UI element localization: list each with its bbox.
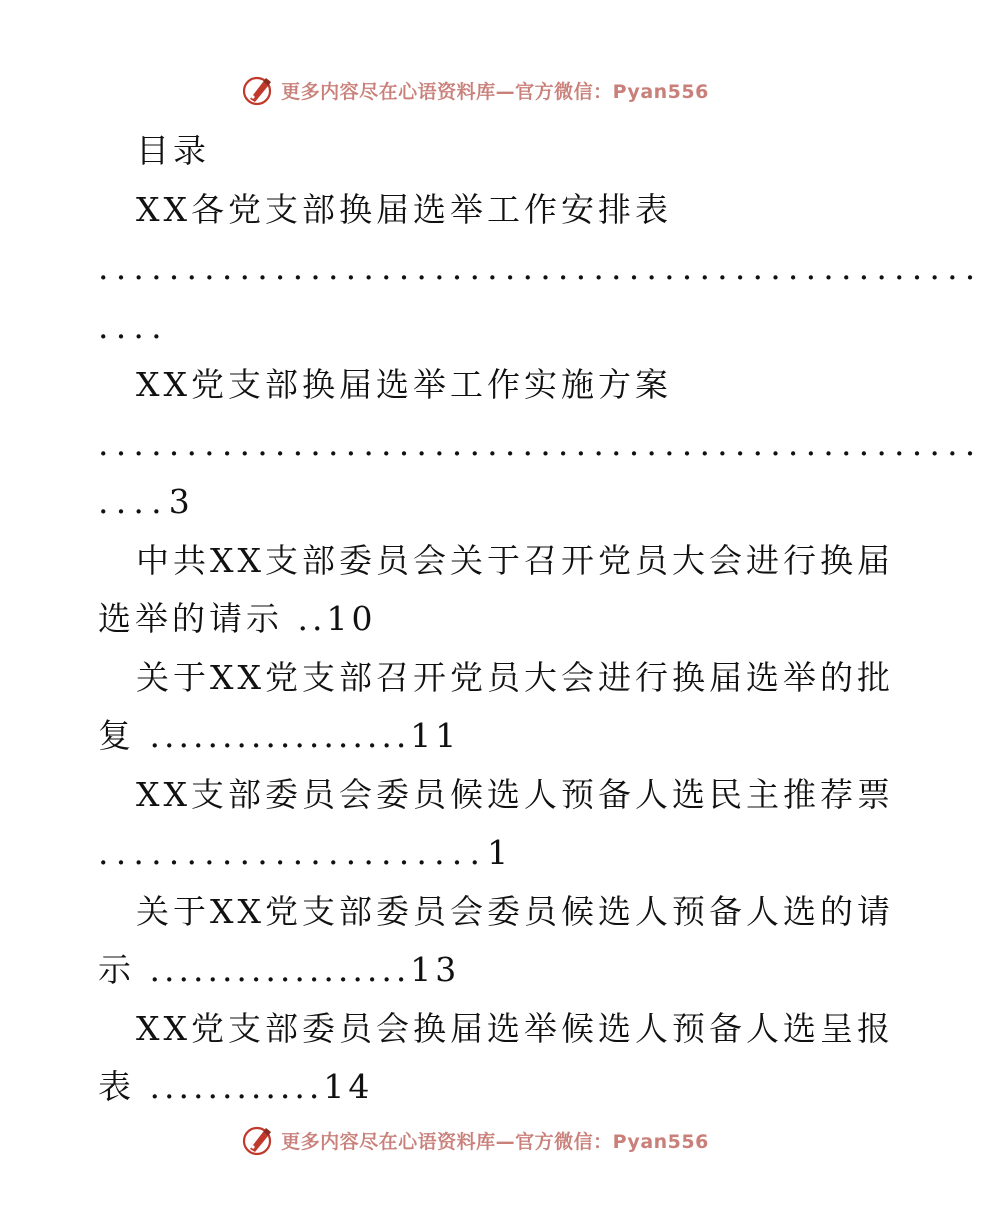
- toc-line: XX党支部换届选举工作实施方案: [136, 365, 672, 404]
- toc-line: 复 ..................11: [98, 716, 461, 755]
- toc-line: ....: [98, 306, 169, 346]
- toc-line: 关于XX党支部召开党员大会进行换届选举的批: [136, 657, 894, 697]
- pen-logo-icon: [241, 1123, 275, 1157]
- toc-line: 选举的请示 ..10: [98, 599, 377, 638]
- toc-heading: 目录: [136, 131, 210, 170]
- toc-line: 中共XX支部委员会关于召开党员大会进行换届: [136, 540, 894, 580]
- toc-line: XX党支部委员会换届选举候选人预备人选呈报: [136, 1008, 894, 1048]
- toc-line: ..................................................: [98, 248, 983, 287]
- toc-line: ....3: [98, 482, 197, 521]
- toc-entries: [98, 181, 983, 1117]
- toc-line: 关于XX党支部委员会委员候选人预备人选的请: [136, 891, 894, 931]
- toc-line: 示 ..................13: [98, 950, 461, 989]
- watermark-text: 更多内容尽在心语资料库—官方微信：Pyan556: [281, 1130, 709, 1153]
- watermark-header: [0, 70, 950, 110]
- table-of-contents: [98, 122, 983, 1117]
- watermark-footer: [0, 1120, 950, 1160]
- toc-line: XX支部委员会委员候选人预备人选民主推荐票: [136, 774, 894, 814]
- toc-line: ......................1: [98, 833, 516, 872]
- toc-line: ..................................................: [98, 423, 983, 463]
- toc-line: 表 ............14: [98, 1067, 374, 1106]
- watermark-text: 更多内容尽在心语资料库—官方微信：Pyan556: [281, 80, 709, 103]
- toc-line: XX各党支部换届选举工作安排表: [136, 189, 672, 229]
- pen-logo-icon: [241, 73, 275, 107]
